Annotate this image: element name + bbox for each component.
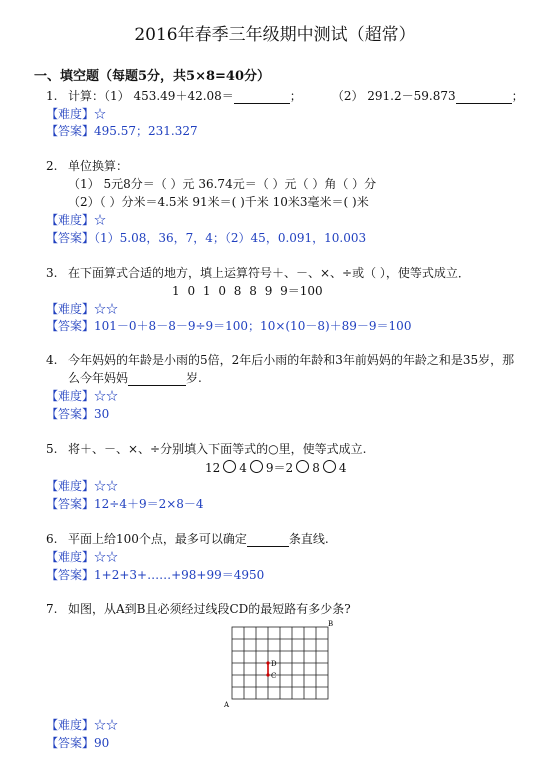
difficulty-label: 【难度】 [46, 389, 95, 403]
q1-sep: ； [289, 89, 302, 103]
operator-circle-3 [296, 460, 309, 473]
q4-text-2a: 么今年妈妈 [68, 371, 129, 385]
q5-term-1: 12 [205, 461, 221, 475]
answer-text: 101－0＋8－8－9÷9＝100；10×(10－8)＋89－9＝100 [94, 319, 412, 333]
q1-blank-2 [456, 91, 512, 104]
label-c: C [271, 672, 277, 680]
label-b: B [328, 620, 334, 628]
section-heading: 一、填空题（每题5分，共5×8=40分） [34, 69, 271, 84]
q1-blank-1 [234, 91, 290, 104]
answer-label: 【答案】 [46, 736, 95, 750]
q3-difficulty [46, 300, 118, 317]
operator-circle-2 [250, 460, 263, 473]
difficulty-stars: ☆ [94, 213, 107, 227]
q6-difficulty [46, 548, 118, 565]
q4-answer [46, 405, 109, 422]
q5-term-3: 9＝2 [265, 461, 294, 475]
q7-line [46, 600, 351, 617]
q3-expression: 1 0 1 0 8 8 9 9＝100 [172, 284, 323, 298]
q4-text: 今年妈妈的年龄是小雨的5倍，2年后小雨的年龄和3年前妈妈的年龄之和是35岁，那 [68, 353, 515, 367]
answer-label: 【答案】 [46, 319, 95, 333]
label-a: A [224, 701, 230, 708]
q1-end: ； [511, 89, 524, 103]
difficulty-stars: ☆☆ [94, 718, 119, 732]
q5-answer [46, 495, 204, 512]
answer-label: 【答案】 [46, 124, 95, 138]
q3-text: 在下面算式合适的地方，填上运算符号＋、－、×、÷或（ ），使等式成立． [68, 266, 470, 280]
grid-lines [232, 627, 328, 699]
q4-blank [128, 373, 186, 386]
q5-term-5: 4 [338, 461, 347, 475]
difficulty-label: 【难度】 [46, 107, 95, 121]
q1-part2: （2） 291.2－59.873 [331, 89, 456, 103]
q6-text: 平面上给100个点，最多可以确定 [68, 532, 247, 546]
q2-text: 单位换算： [68, 159, 129, 173]
q4-number: 4. [46, 353, 58, 367]
difficulty-stars: ☆☆ [94, 479, 119, 493]
q1-number: 1. [46, 89, 58, 103]
point-d [266, 661, 269, 664]
answer-text: 1+2+3+……+98+99＝4950 [94, 568, 265, 582]
difficulty-stars: ☆☆ [94, 389, 119, 403]
q5-term-4: 8 [312, 461, 320, 475]
point-c [266, 673, 269, 676]
q6-answer [46, 566, 264, 583]
q6-line [46, 530, 329, 547]
q2-line [46, 157, 128, 174]
q1-text: 计算：（1） 453.49＋42.08＝ [68, 89, 234, 103]
answer-label: 【答案】 [46, 407, 95, 421]
q2-number: 2. [46, 159, 58, 173]
grid-figure [222, 620, 334, 708]
difficulty-label: 【难度】 [46, 213, 95, 227]
q1-difficulty [46, 105, 106, 122]
q4-text-2b: 岁. [186, 371, 202, 385]
q5-expression [205, 459, 346, 476]
q7-difficulty [46, 716, 118, 733]
q4-line-2 [68, 369, 202, 386]
difficulty-label: 【难度】 [46, 718, 95, 732]
answer-text: 90 [94, 736, 110, 750]
q5-line [46, 440, 366, 457]
difficulty-label: 【难度】 [46, 302, 95, 316]
q3-line [46, 264, 470, 281]
q5-text: 将＋、－、×、÷分别填入下面等式的○里，使等式成立. [68, 442, 367, 456]
q2-row-2: （2）（ ）分米＝4.5米 91米＝( )千米 10米3毫米＝( )米 [68, 195, 369, 209]
difficulty-stars: ☆☆ [94, 302, 119, 316]
difficulty-label: 【难度】 [46, 479, 95, 493]
difficulty-stars: ☆☆ [94, 550, 119, 564]
q2-difficulty [46, 211, 106, 228]
answer-label: 【答案】 [46, 231, 95, 245]
q4-difficulty [46, 387, 118, 404]
q7-answer [46, 734, 109, 751]
q6-text-end: 条直线. [288, 532, 329, 546]
answer-label: 【答案】 [46, 497, 95, 511]
page-title: 2016年春季三年级期中测试（超常） [134, 25, 416, 45]
q4-line [46, 351, 514, 368]
q1-line [46, 87, 524, 104]
answer-text: （1）5.08，36，7，4；（2）45，0.091，10.003 [94, 231, 367, 245]
answer-text: 495.57；231.327 [94, 124, 198, 138]
label-d: D [271, 660, 277, 668]
q5-difficulty [46, 477, 118, 494]
difficulty-stars: ☆ [94, 107, 107, 121]
answer-text: 12÷4＋9＝2×8－4 [94, 497, 204, 511]
q7-text: 如图，从A到B且必须经过线段CD的最短路有多少条? [68, 602, 351, 616]
q3-number: 3. [46, 266, 58, 280]
operator-circle-1 [223, 460, 236, 473]
q2-row-1: （1） 5元8分＝（ ）元 36.74元＝（ ）元（ ）角（ ）分 [68, 177, 377, 191]
q2-answer [46, 229, 366, 246]
q7-number: 7. [46, 602, 58, 616]
q3-answer [46, 317, 411, 334]
difficulty-label: 【难度】 [46, 550, 95, 564]
q5-number: 5. [46, 442, 58, 456]
answer-text: 30 [94, 407, 110, 421]
q6-number: 6. [46, 532, 58, 546]
answer-label: 【答案】 [46, 568, 95, 582]
q6-blank [247, 534, 289, 547]
operator-circle-4 [323, 460, 336, 473]
q1-answer [46, 122, 198, 139]
q5-term-2: 4 [239, 461, 247, 475]
